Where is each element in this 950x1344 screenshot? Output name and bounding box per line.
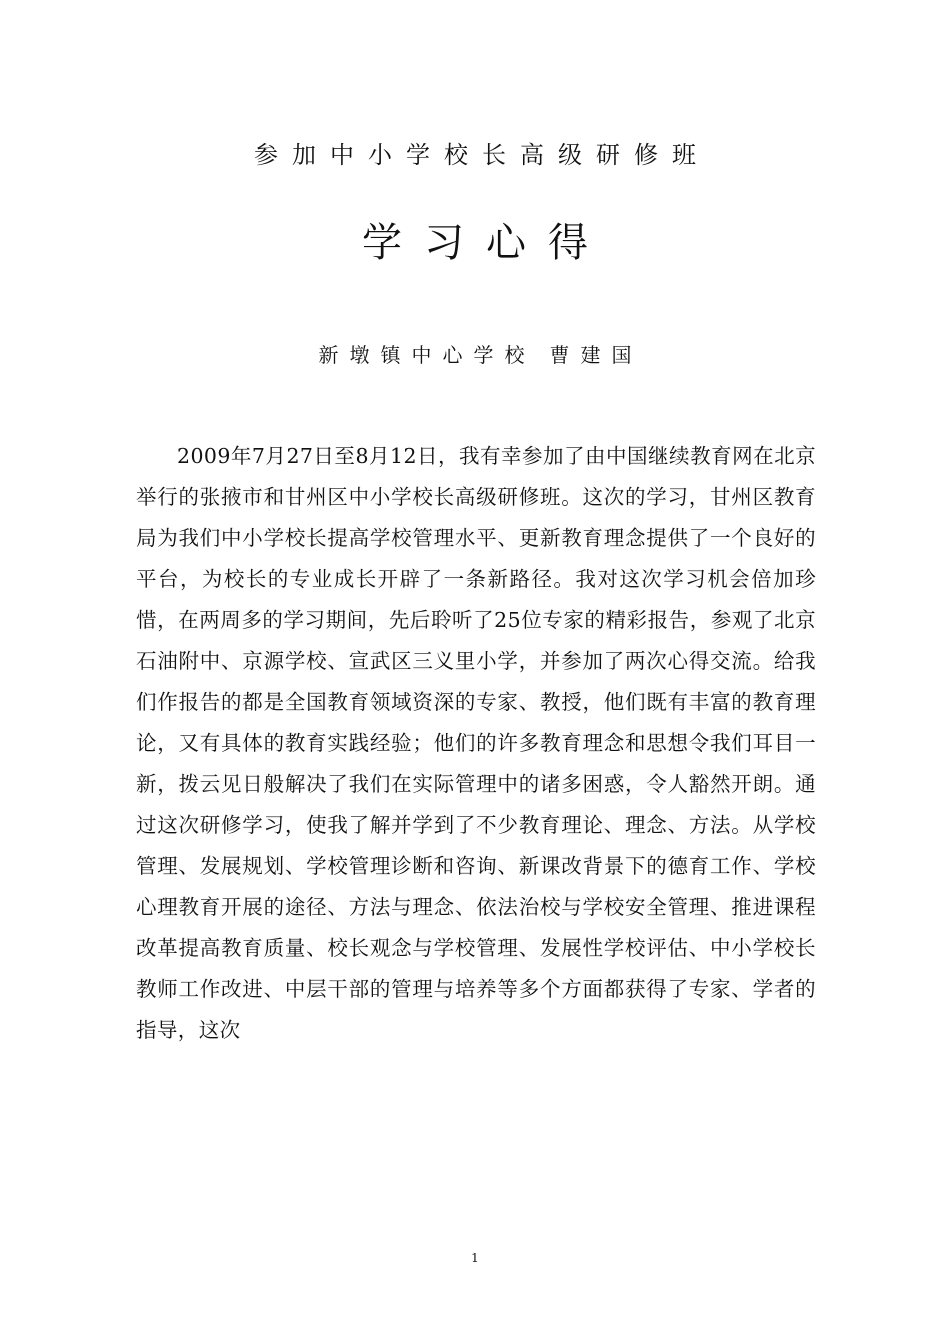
author-line — [0, 340, 950, 370]
document-title: 学习心得 — [362, 220, 610, 266]
body-paragraph: 2009年7月27日至8月12日，我有幸参加了由中国继续教育网在北京举行的张掖市和甘州区中小学校长高级研修班。这次的学习，甘州区教育局为我们中小学校长提高学校管理水平、更新教育理念提供了一个良好的平台，为校长的专业成长开辟了一条新路径。我对这次学习机会倍加珍惜，在两周多的学习期间，先后聆听了25位专家的精彩报告，参观了北京石油附中、京源学校、宣武区三义里小学，并参加了两次心得交流。给我们作报告的都是全国教育领域资深的专家、教授，他们既有丰富的教育理论，又有具体的教育实践经验；他们的许多教育理念和思想令我们耳目一新，拨云见日般解决了我们在实际管理中的诸多困惑，令人豁然开朗。通过这次研修学习，使我了解并学到了不少教育理论、理念、方法。从学校管理、发展规划、学校管理诊断和咨询、新课改背景下的德育工作、学校心理教育开展的途径、方法与理念、依法治校与学校安全管理、推进课程改革提高教育质量、校长观念与学校管理、发展性学校评估、中小学校长教师工作改进、中层干部的管理与培养等多个方面都获得了专家、学者的指导，这次 — [136, 444, 816, 1042]
author-school: 新墩镇中心学校 — [318, 343, 536, 367]
document-subtitle: 参加中小学校长高级研修班 — [254, 141, 710, 169]
author-name: 曹建国 — [549, 343, 643, 367]
page-number: 1 — [471, 1251, 479, 1265]
